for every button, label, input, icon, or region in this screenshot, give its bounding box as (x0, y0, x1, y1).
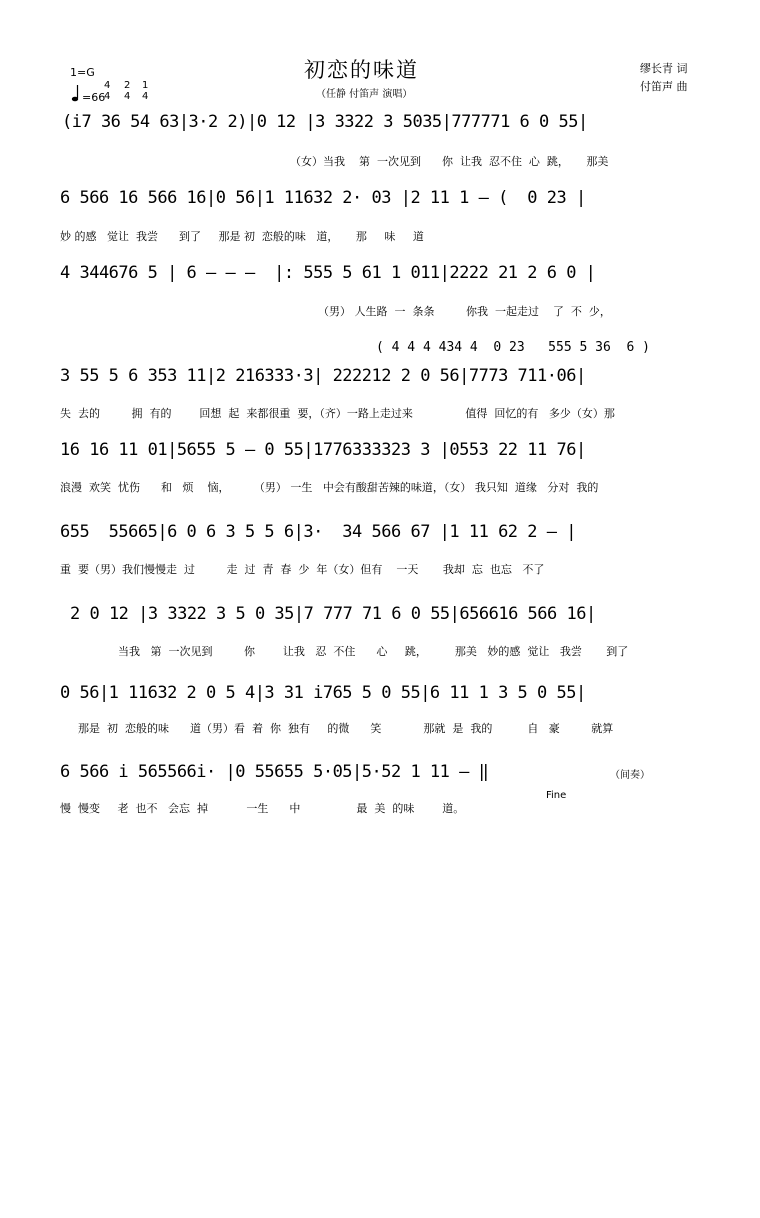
lyric-line-1: （女）当我 第 一次见到 你 让我 忍不住 心 跳， 那美 (290, 155, 609, 168)
lyric-line-2: 妙 的感 觉让 我尝 到了 那是 初 恋般的味 道， 那 味 道 (60, 230, 424, 243)
music-system-5 (0, 440, 760, 480)
interlude-marking: （间奏） (610, 770, 650, 781)
key-signature: 1=G (70, 66, 95, 79)
prelude-reference-notes: ( 4 4 4 434 4 0 23 555 5 36 6 ) (376, 340, 650, 355)
music-system-7 (0, 604, 760, 644)
notation-line: 655 55665|6 0 6 3 5 5 6|3· 34 566 67 |1 11 62 2 – | (60, 522, 576, 542)
notation-line: 4 344676 5 | 6 – – – |: 555 5 61 1 011|2222 21 2 6 0 | (60, 263, 596, 283)
composer-credit: 付笛声 曲 (640, 80, 688, 93)
music-system-1 (0, 112, 760, 152)
lyric-line-9: 慢 慢变 老 也不 会忘 掉 一生 中 最 美 的味 道。 (60, 802, 465, 815)
notation-line: 0 56|1 11632 2 0 5 4|3 31 i765 5 0 55|6 11 1 3 5 0 55| (60, 683, 586, 703)
lyric-line-5: 浪漫 欢笑 忧伤 和 烦 恼， （男） 一生 中会有酸甜苦辣的味道，（女） 我只知 道缘 分对 我的 (60, 481, 599, 494)
notation-line: (i7 36 54 63|3·2 2)|0 12 |3 3322 3 5035|777771 6 0 55| (62, 112, 588, 132)
lyricist-credit: 缪长青 词 (640, 62, 688, 75)
music-system-8 (0, 683, 760, 723)
time-signature-4-4: 4 4 (104, 80, 111, 102)
notation-line: 2 0 12 |3 3322 3 5 0 35|7 777 71 6 0 55|656616 566 16| (70, 604, 596, 624)
singers-credit: （任静 付笛声 演唱） (316, 89, 413, 100)
lyric-line-6: 重 要（男）我们慢慢走 过 走 过 青 春 少 年（女）但有 一天 我却 忘 也忘 不了 (60, 563, 545, 576)
fine-marking: Fine (546, 790, 567, 801)
tempo-marking: =66 (82, 91, 106, 104)
music-system-3 (0, 263, 760, 303)
notation-line: 6 566 i 565566i· |0 55655 5·05|5·52 1 11 – ‖ (60, 762, 489, 782)
lyric-line-4: 失 去的 拥 有的 回想 起 来都很重 要，（齐）一路上走过来 值得 回忆的有 多少（女）那 (60, 407, 615, 420)
notation-line: 6 566 16 566 16|0 56|1 11632 2· 03 |2 11 1 – ( 0 23 | (60, 188, 586, 208)
lyric-line-8: 那是 初 恋般的味 道（男）看 着 你 独有 的微 笑 那就 是 我的 自 豪 就算 (78, 722, 614, 735)
music-system-6 (0, 522, 760, 562)
music-system-4 (0, 366, 760, 406)
time-signature-1-4: 1 4 (142, 80, 149, 102)
quarter-note-icon (71, 84, 79, 102)
notation-line: 3 55 5 6 353 11|2 216333·3| 222212 2 0 56|7773 711·06| (60, 366, 586, 386)
notation-line: 16 16 11 01|5655 5 – 0 55|1776333323 3 |0553 22 11 76| (60, 440, 586, 460)
time-signature-2-4: 2 4 (124, 80, 131, 102)
music-system-2 (0, 188, 760, 228)
lyric-line-3: （男） 人生路 一 条条 你我 一起走过 了 不 少， (318, 305, 611, 318)
lyric-line-7: 当我 第 一次见到 你 让我 忍 不住 心 跳， 那美 妙的感 觉让 我尝 到了 (118, 645, 629, 658)
song-title: 初恋的味道 (304, 58, 419, 82)
